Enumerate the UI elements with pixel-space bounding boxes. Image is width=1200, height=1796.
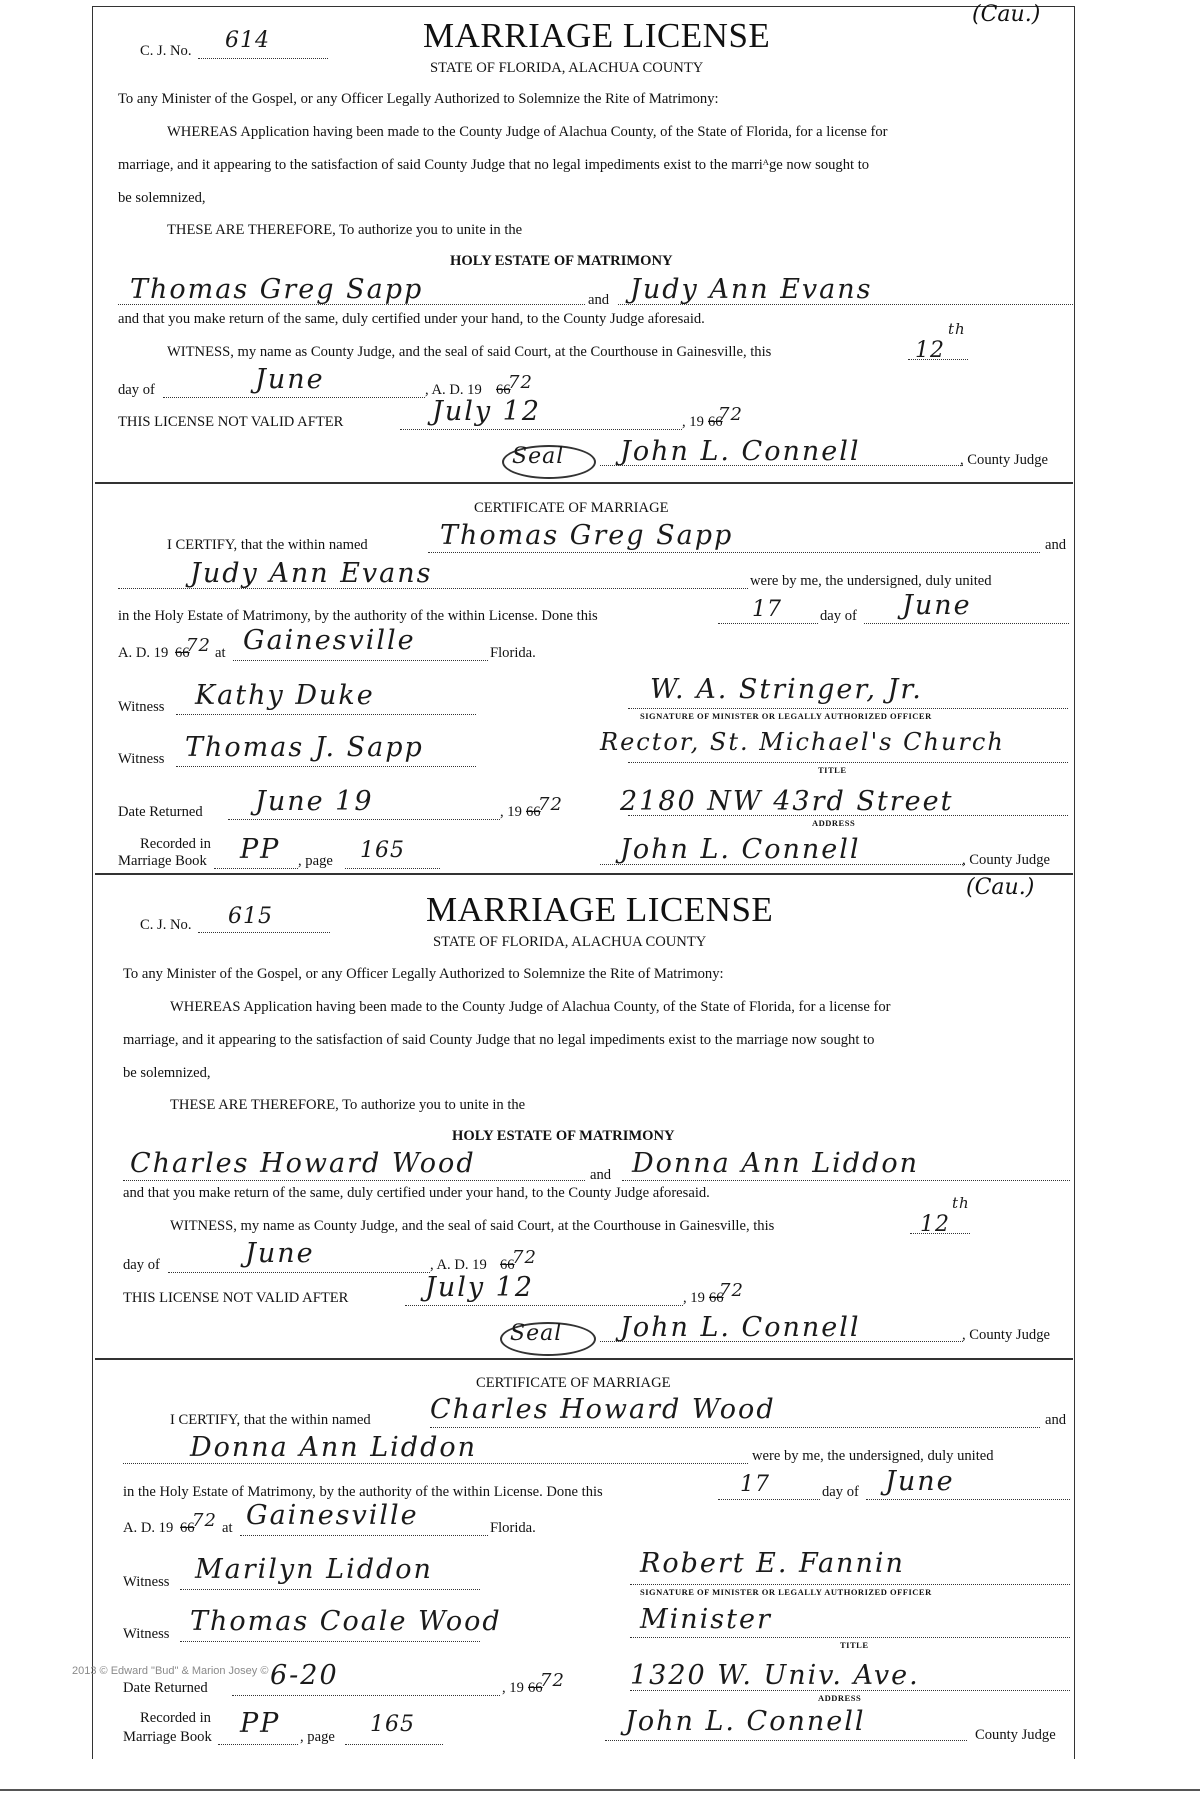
not-valid-date: July 12 [432,396,542,427]
date-returned-label: Date Returned [123,1680,208,1696]
license-subtitle: STATE OF FLORIDA, ALACHUA COUNTY [430,60,704,76]
cj-dotline [198,932,330,933]
officer-title: Rector, St. Michael's Church [600,728,1005,756]
return-line: and that you make return of the same, duly certified under your hand, to the County Judge aforesaid. [118,311,705,327]
officer-caption: SIGNATURE OF MINISTER OR LEGALLY AUTHORIZED OFFICER [640,1587,932,1597]
title-dotline [628,762,1068,763]
and-word: and [590,1167,612,1183]
witness1-label: Witness [118,699,165,715]
done-month: June [885,1466,955,1497]
to-line: To any Minister of the Gospel, or any Officer Legally Authorized to Solemnize the Rite of Matrimony: [123,966,724,982]
certificate-title: CERTIFICATE OF MARRIAGE [474,500,669,516]
ad-printed-year: 66 [496,382,511,398]
groom-name: Charles Howard Wood [130,1148,476,1179]
cert-groom: Charles Howard Wood [430,1394,776,1425]
witness1-signature: Kathy Duke [195,680,375,711]
cert-bride: Donna Ann Liddon [190,1432,477,1463]
witness-day-suffix: th [952,1194,970,1212]
groom-dotline [118,304,585,305]
whereas-line-3: be solemnized, [123,1065,211,1081]
judge-signature-2: John L. Connell [620,834,861,865]
page-number: 165 [370,1712,415,1737]
ad2-printed-year: 66 [180,1520,195,1536]
cert-groom: Thomas Greg Sapp [440,520,734,551]
seal-handwritten: Seal [512,444,565,469]
return-line: and that you make return of the same, duly certified under your hand, to the County Judge aforesaid. [123,1185,710,1201]
groom-name: Thomas Greg Sapp [130,274,424,305]
witness2-signature: Thomas J. Sapp [185,732,424,763]
license-title: MARRIAGE LICENSE [426,890,774,929]
done-month-dotline [866,1499,1070,1500]
bride-name: Donna Ann Liddon [632,1148,919,1179]
judge-signature: John L. Connell [620,436,861,467]
book-dotline [218,1744,298,1745]
ad2-printed-year: 66 [175,645,190,661]
holy-estate-heading: HOLY ESTATE OF MATRIMONY [450,253,673,269]
address-dotline [628,815,1068,816]
returned-printed-year: 66 [526,804,541,820]
page-dotline [345,1744,443,1745]
witness-day: 12 [920,1212,950,1237]
page-dotline [345,868,440,869]
page-number: 165 [360,838,405,863]
recorded-label-2: Marriage Book [123,1729,212,1745]
certificate-title: CERTIFICATE OF MARRIAGE [476,1375,671,1391]
done-day: 17 [752,597,782,622]
address-caption: ADDRESS [812,818,856,828]
judge-signature: John L. Connell [620,1312,861,1343]
witness-day-suffix: th [948,320,966,338]
not-valid-year: 72 [718,404,743,425]
officer-title: Minister [640,1604,772,1635]
recorded-label-1: Recorded in [140,1710,211,1726]
bride-name: Judy Ann Evans [630,274,873,305]
day-of-label: day of [123,1257,160,1273]
page-label: , page [298,853,333,869]
returned-year-label: , 19 [500,804,522,820]
page-label: , page [300,1729,335,1745]
florida-label: Florida. [490,1520,536,1536]
done-day: 17 [740,1472,770,1497]
title-dotline [630,1637,1070,1638]
witness1-label: Witness [123,1574,170,1590]
at-label: at [222,1520,233,1536]
not-valid-printed-year: 66 [709,1290,724,1306]
whereas-line-1: WHEREAS Application having been made to the County Judge of Alachua County, of the State of Florida, for a license for [167,124,888,140]
and-word: and [588,292,610,308]
license-subtitle: STATE OF FLORIDA, ALACHUA COUNTY [433,934,707,950]
marriage-book: PP [240,834,281,865]
witness1-signature: Marilyn Liddon [195,1554,433,1585]
seal-handwritten: Seal [510,1321,563,1346]
witness1-dotline [180,1589,480,1590]
date-returned: June 19 [255,786,374,817]
place-dotline [240,1535,488,1536]
place: Gainesville [246,1500,419,1531]
returned-year: 72 [538,794,563,815]
holy-line: in the Holy Estate of Matrimony, by the authority of the within License. Done this [123,1484,603,1500]
officer-address: 1320 W. Univ. Ave. [630,1660,920,1691]
book-dotline [214,868,298,869]
place: Gainesville [243,625,416,656]
whereas-line-3: be solemnized, [118,190,206,206]
county-judge-label: , County Judge [962,1327,1050,1343]
date-returned: 6-20 [270,1660,339,1691]
officer-dotline [628,708,1068,709]
ad-label: , A. D. 19 [425,382,482,398]
done-month: June [902,590,972,621]
cj-number: 615 [228,904,273,929]
witness-line: WITNESS, my name as County Judge, and the seal of said Court, at the Courthouse in Gainesville, this [170,1218,775,1234]
returned-year-label: , 19 [502,1680,524,1696]
judge-signature-2: John L. Connell [625,1706,866,1737]
place-dotline [233,660,488,661]
date-returned-dotline [232,1695,500,1696]
title-caption: TITLE [818,765,847,775]
cert-and: and [1045,537,1067,553]
not-valid-label: THIS LICENSE NOT VALID AFTER [123,1290,349,1306]
marriage-book: PP [240,1708,281,1739]
cert-bride-dotline [123,1463,748,1464]
certify-label: I CERTIFY, that the within named [167,537,368,553]
not-valid-printed-year: 66 [708,414,723,430]
whereas-line-2: marriage, and it appearing to the satisfaction of said County Judge that no legal impediments exist to the marriᴬge now sought to [118,157,870,173]
returned-year: 72 [540,1670,565,1691]
section-divider [95,1358,1073,1360]
day-of-month: June [245,1238,315,1269]
done-month-dotline [864,623,1069,624]
ad2-year: 72 [192,1510,217,1531]
done-day-dotline [718,623,818,624]
section-divider [95,482,1073,484]
corner-note: (Cau.) [966,875,1035,900]
cert-bride-dotline [118,588,748,589]
county-judge-label-2: , County Judge [962,852,1050,868]
address-dotline [630,1690,1070,1691]
ad-label: , A. D. 19 [430,1257,487,1273]
not-valid-year: 72 [719,1280,744,1301]
officer-signature: Robert E. Fannin [640,1548,905,1579]
officer-caption: SIGNATURE OF MINISTER OR LEGALLY AUTHORIZED OFFICER [640,711,932,721]
witness2-dotline [180,1641,480,1642]
copyright-watermark: 2013 © Edward "Bud" & Marion Josey © [72,1665,269,1677]
whereas-line-2: marriage, and it appearing to the satisfaction of said County Judge that no legal impediments exist to the marriage now sought to [123,1032,875,1048]
not-valid-date: July 12 [425,1272,535,1303]
cert-groom-dotline [428,552,1040,553]
holy-line: in the Holy Estate of Matrimony, by the authority of the within License. Done this [118,608,598,624]
license-divider [95,873,1073,875]
recorded-label-1: Recorded in [140,836,211,852]
witness2-signature: Thomas Coale Wood [190,1606,502,1637]
returned-printed-year: 66 [528,1680,543,1696]
bottom-rule [0,1789,1200,1791]
witness2-label: Witness [118,751,165,767]
day-of-month: June [255,364,325,395]
cj-dotline [198,58,328,59]
united-label: were by me, the undersigned, duly united [750,573,992,589]
license-title: MARRIAGE LICENSE [423,16,771,55]
not-valid-dotline [405,1305,683,1306]
day-of-dotline [168,1272,430,1273]
whereas-line-1: WHEREAS Application having been made to the County Judge of Alachua County, of the State of Florida, for a license for [170,999,891,1015]
officer-dotline [630,1584,1070,1585]
address-caption: ADDRESS [818,1693,862,1703]
ad-year: 72 [508,372,533,393]
corner-note: (Cau.) [972,2,1041,27]
judge2-dotline [605,1740,967,1741]
certify-label: I CERTIFY, that the within named [170,1412,371,1428]
date-returned-label: Date Returned [118,804,203,820]
officer-signature: W. A. Stringer, Jr. [650,674,923,705]
groom-dotline [123,1180,585,1181]
not-valid-dotline [400,429,682,430]
ad2-label: A. D. 19 [123,1520,174,1536]
cj-number: 614 [225,28,270,53]
judge-dotline [600,1341,963,1342]
day-of2-label: day of [820,608,857,624]
witness2-dotline [176,766,476,767]
witness1-dotline [176,714,476,715]
therefore-line: THESE ARE THEREFORE, To authorize you to unite in the [170,1097,526,1113]
witness2-label: Witness [123,1626,170,1642]
not-valid-label: THIS LICENSE NOT VALID AFTER [118,414,344,430]
day-of-dotline [163,397,425,398]
therefore-line: THESE ARE THEREFORE, To authorize you to unite in the [167,222,523,238]
ad2-year: 72 [186,635,211,656]
cj-label: C. J. No. [140,43,192,59]
done-day-dotline [718,1499,820,1500]
cj-label: C. J. No. [140,917,192,933]
florida-label: Florida. [490,645,536,661]
day-of-label: day of [118,382,155,398]
recorded-label-2: Marriage Book [118,853,207,869]
judge2-dotline [600,864,965,865]
date-returned-dotline [228,819,500,820]
ad-printed-year: 66 [500,1257,515,1273]
to-line: To any Minister of the Gospel, or any Officer Legally Authorized to Solemnize the Rite of Matrimony: [118,91,719,107]
ad-year: 72 [512,1247,537,1268]
county-judge-label: , County Judge [960,452,1048,468]
cert-bride: Judy Ann Evans [190,558,433,589]
witness-day: 12 [915,338,945,363]
day-of2-label: day of [822,1484,859,1500]
ad2-label: A. D. 19 [118,645,169,661]
officer-address: 2180 NW 43rd Street [620,786,954,817]
not-valid-year-label: , 19 [683,1290,705,1306]
holy-estate-heading: HOLY ESTATE OF MATRIMONY [452,1128,675,1144]
witness-line: WITNESS, my name as County Judge, and the seal of said Court, at the Courthouse in Gainesville, this [167,344,772,360]
title-caption: TITLE [840,1640,869,1650]
bride-dotline [622,1180,1070,1181]
county-judge-label-2: County Judge [975,1727,1056,1743]
not-valid-year-label: , 19 [682,414,704,430]
cert-groom-dotline [430,1427,1040,1428]
at-label: at [215,645,226,661]
united-label: were by me, the undersigned, duly united [752,1448,994,1464]
judge-dotline [600,465,963,466]
cert-and: and [1045,1412,1067,1428]
bride-dotline [618,304,1073,305]
